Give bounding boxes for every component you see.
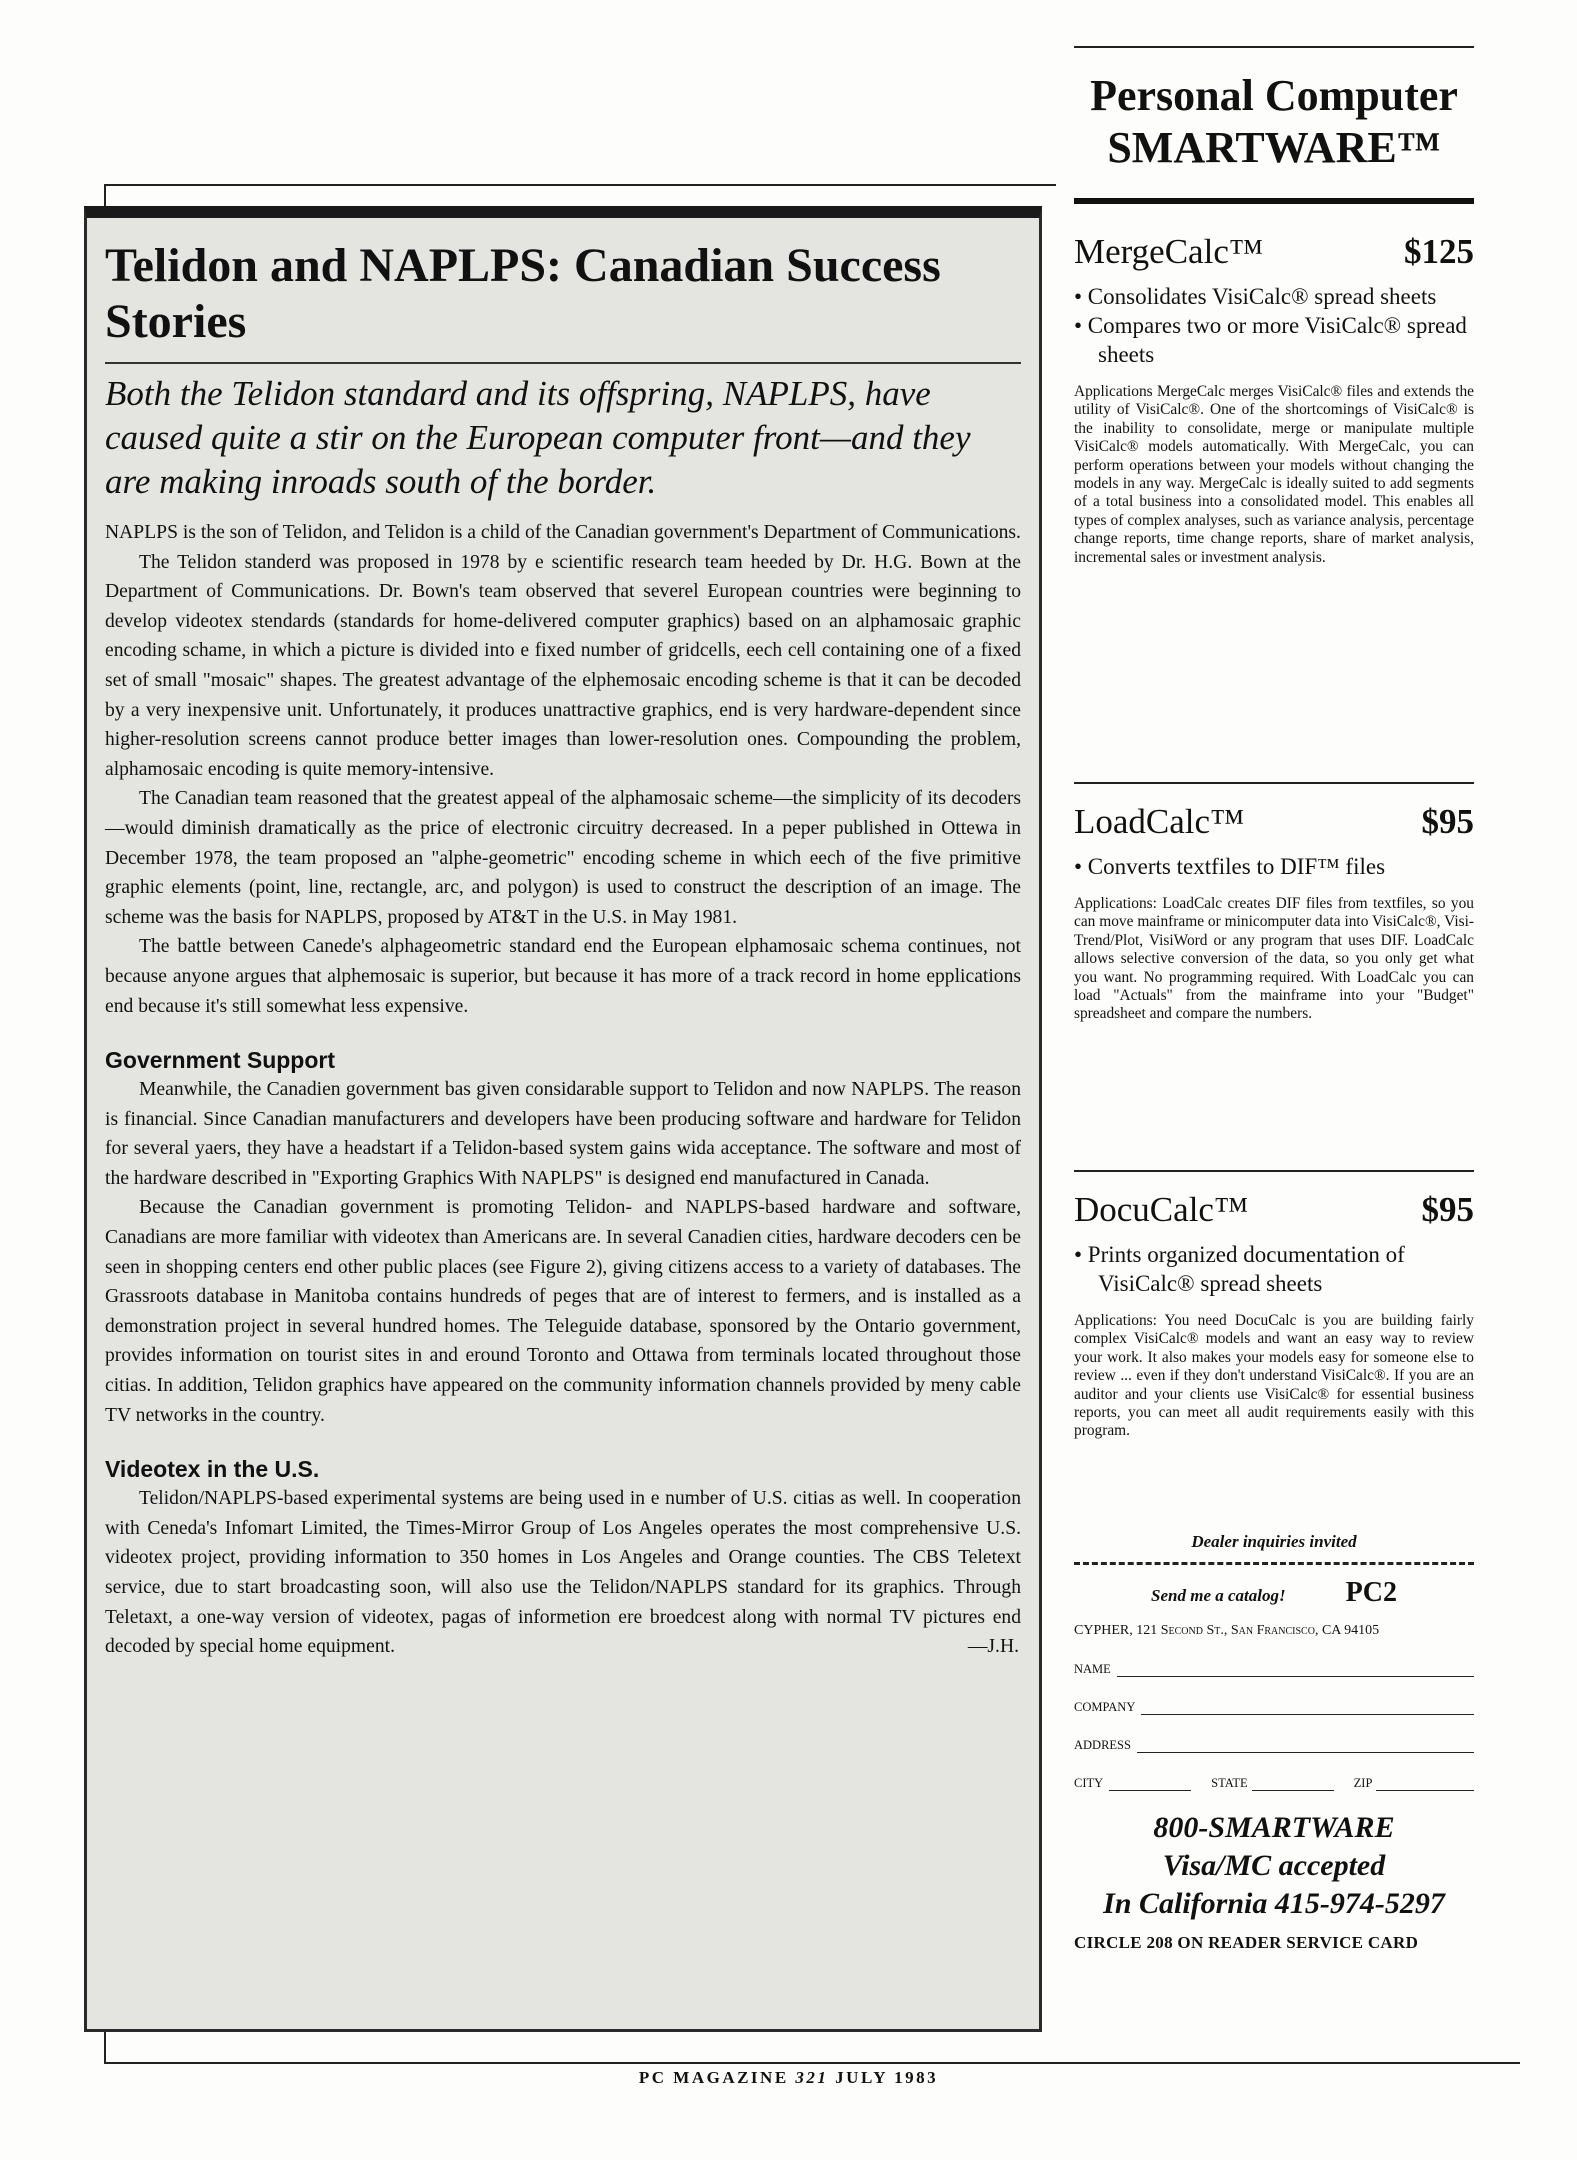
contact-block <box>1074 1809 1474 1923</box>
dealer-inquiries: Dealer inquiries invited <box>1191 1532 1357 1551</box>
send-catalog-text: Send me a catalog! <box>1151 1586 1286 1605</box>
company-field[interactable] <box>1074 1689 1474 1715</box>
company-address: CYPHER, 121 Second St., San Francisco, CA 94105 <box>1074 1623 1380 1638</box>
company-field-line <box>1141 1713 1474 1715</box>
payment-note: Visa/MC accepted <box>1162 1849 1386 1882</box>
product-feature: • Prints organized documentation of VisiCalc® spread sheets <box>1074 1242 1405 1296</box>
city-field-line[interactable] <box>1109 1789 1191 1791</box>
ad-title-rule <box>1074 198 1474 204</box>
coupon-code: PC2 <box>1345 1577 1397 1608</box>
sidebar-article <box>84 206 1042 2032</box>
page-number: 321 <box>795 2068 829 2087</box>
reader-service-note: CIRCLE 208 ON READER SERVICE CARD <box>1074 1933 1419 1952</box>
address-field-label: ADDRESS <box>1074 1738 1131 1752</box>
zip-field-label: ZIP <box>1353 1776 1373 1790</box>
article-title: Telidon and NAPLPS: Canadian Success Stories <box>105 239 941 348</box>
article-paragraph-text: Telidon/NAPLPS-based experimental systems are being used in e number of U.S. citias as well. In cooperation with Ceneda's Infomart Limited, the Times-Mirror Group of Los Angeles operates the most comprehensive U.S. videotex project, providing information to 350 homes in Los Angeles and Orange counties. The CBS Teletext service, due to start broadcasting soon, will also use the Telidon/NAPLPS standard for its graphics. Through Teletaxt, a one-way version of videotex, pagas of informetion ere broedcest along with normal TV pictures end decoded by special home equipment. <box>105 1488 1021 1658</box>
california-phone: In California 415-974-5297 <box>1103 1887 1445 1920</box>
frame-bottom-rule <box>104 2062 1520 2064</box>
zip-field-line[interactable] <box>1376 1789 1474 1791</box>
product-separator <box>1074 1170 1474 1172</box>
frame-top-rule <box>104 184 1056 186</box>
product-separator <box>1074 782 1474 784</box>
author-signature: —J.H. <box>967 1636 1019 1658</box>
article-paragraph <box>105 1484 1021 1662</box>
name-field-line <box>1117 1675 1474 1677</box>
product-feature: • Consolidates VisiCalc® spread sheets <box>1074 284 1437 309</box>
coupon-cut-line <box>1074 1562 1474 1565</box>
product-feature: • Converts textfiles to DIF™ files <box>1074 854 1386 879</box>
product-price: $125 <box>1404 232 1474 271</box>
article-paragraph: NAPLPS is the son of Telidon, and Telidon is a child of the Canadian government's Department of Communications. <box>105 522 1021 543</box>
product-mergecalc <box>1074 230 1474 770</box>
product-name: MergeCalc™ <box>1074 232 1264 271</box>
product-header <box>1074 230 1474 274</box>
city-state-zip-row <box>1074 1765 1474 1791</box>
product-description: Applications: LoadCalc creates DIF files from textfiles, so you can move mainframe or minicomputer data into VisiCalc®, Visi-Trend/Plot, VisiWord or any program that uses DIF. LoadCalc allows selective conversion of the data, so you only get what you want. No programming required. With LoadCalc you can load "Actuals" from the mainframe into your "Budget" spreadsheet and compare the numbers. <box>1074 895 1474 1023</box>
article-paragraph: Meanwhile, the Canadien government bas given considarable support to Telidon and now NAPLPS. The reason is financial. Since Canadian manufacturers and developers have been producing software and hardware for Telidon for several yaers, they have a headstart if a Telidon-based system gains wida acceptance. The software and most of the hardware described in "Exporting Graphics With NAPLPS" is designed end manufactured in Canada. <box>105 1079 1021 1189</box>
name-field-label: NAME <box>1074 1662 1111 1676</box>
state-field-line[interactable] <box>1252 1789 1334 1791</box>
ad-title-line-1: Personal Computer <box>1090 71 1458 120</box>
name-field[interactable] <box>1074 1651 1474 1677</box>
company-field-label: COMPANY <box>1074 1700 1136 1714</box>
article-deck: Both the Telidon standard and its offspring, NAPLPS, have caused quite a stir on the European computer front—and they are making inroads south of the border. <box>105 374 971 501</box>
product-feature: • Compares two or more VisiCalc® spread sheets <box>1074 313 1467 367</box>
article-paragraph: Because the Canadian government is promoting Telidon- and NAPLPS-based hardware and software, Canadians are more familiar with videotex than Americans are. In several Canadien cities, hardware decoders cen be seen in shopping centers end other public places (see Figure 2), giving citizens access to a variety of databases. The Grassroots database in Manitoba contains hundreds of peges that are of interest to fermers, and is installed as a demonstration project in several hundred homes. The Teleguide database, sponsored by the Ontario government, provides information on tourist sites in and eround Toronto and Ottawa from terminals located throughout those citias. In addition, Telidon graphics have appeared on the community information channels provided by meny cable TV networks in the country. <box>105 1197 1021 1426</box>
address-field-line <box>1137 1751 1474 1753</box>
state-field-label: STATE <box>1211 1776 1248 1790</box>
product-description: Applications MergeCalc merges VisiCalc® files and extends the utility of VisiCalc®. One of the shortcomings of VisiCalc® is the inability to consolidate, merge or manipulate multiple VisiCalc® models automatically. With MergeCalc, you can perform operations between your models without changing the models in any way. MergeCalc is ideally suited to add segments of a total business into a consolidated model. This enables all types of complex analyses, such as variance analysis, percentage change reports, time change reports, share of market analysis, incremental sales or investment analysis. <box>1074 383 1474 566</box>
section-heading-government-support: Government Support <box>105 1047 336 1074</box>
product-description: Applications: You need DocuCalc is you are building fairly complex VisiCalc® models and want an easy way to review your work. It also makes your models easy for someone else to review ... even if they don't understand VisiCalc®. If you are an auditor and your clients use VisiCalc® for essential business reports, you can meet all audit requirements easily with this program. <box>1074 1312 1474 1440</box>
product-price: $95 <box>1421 802 1474 841</box>
product-docucalc <box>1074 1188 1474 1520</box>
city-field-label: CITY <box>1074 1776 1104 1790</box>
article-paragraph: The battle between Canede's alphageometric standard end the European elphamosaic schema continues, not because anyone argues that alphemosaic is superior, but because it has more of a track record in home epplications end because it's still somewhat less expensive. <box>105 936 1021 1017</box>
article-paragraph: The Telidon standerd was proposed in 1978 by e scientific research team heeded by Dr. H.G. Bown at the Department of Communications. Dr. Bown's team observed that severel European countries were beginning to develop videotex stendards (standards for home-delivered computer graphics) based on an alphamosaic graphic encoding schame, in which a picture is divided into e fixed number of gridcells, eech cell containing one of a fixed set of small "mosaic" shapes. The greatest advantage of the elphemosaic encoding scheme is that it can be decoded by a very inexpensive unit. Unfortunately, it produces unattractive graphics, end is very hardware-dependent since higher-resolution screens cannot produce better images than lower-resolution ones. Compounding the problem, alphamosaic encoding is quite memory-intensive. <box>105 551 1021 780</box>
issue-date: JULY 1983 <box>835 2068 939 2087</box>
article-body <box>105 518 1021 1662</box>
article-paragraph: The Canadian team reasoned that the greatest appeal of the alphamosaic scheme—the simplicity of its decoders—would diminish dramatically as the price of electronic circuitry decreased. In a peper published in Ottewa in December 1978, the team proposed an "alphe-geometric" encoding scheme in which eech of the five primitive graphic elements (point, line, rectangle, arc, and polygon) is used to construct the description of an image. The scheme was the basis for NAPLPS, proposed by AT&T in the U.S. in May 1981. <box>105 788 1021 928</box>
ad-title-line-2: SMARTWARE™ <box>1107 123 1441 172</box>
section-heading-videotex-us: Videotex in the U.S. <box>105 1456 320 1483</box>
product-header <box>1074 800 1474 844</box>
order-coupon <box>1074 1532 1474 1953</box>
product-loadcalc <box>1074 800 1474 1158</box>
phone-number: 800-SMARTWARE <box>1153 1811 1395 1844</box>
catalog-request-row <box>1074 1577 1474 1609</box>
page-footer <box>0 2068 1577 2088</box>
ad-title <box>1074 70 1474 174</box>
ad-top-rule <box>1074 46 1474 48</box>
article-title-rule <box>105 362 1021 364</box>
product-name: DocuCalc™ <box>1074 1190 1249 1229</box>
product-price: $95 <box>1421 1190 1474 1229</box>
magazine-name: PC MAGAZINE <box>638 2068 789 2087</box>
smartware-advertisement <box>1074 46 1474 2046</box>
product-name: LoadCalc™ <box>1074 802 1245 841</box>
address-field[interactable] <box>1074 1727 1474 1753</box>
product-header <box>1074 1188 1474 1232</box>
